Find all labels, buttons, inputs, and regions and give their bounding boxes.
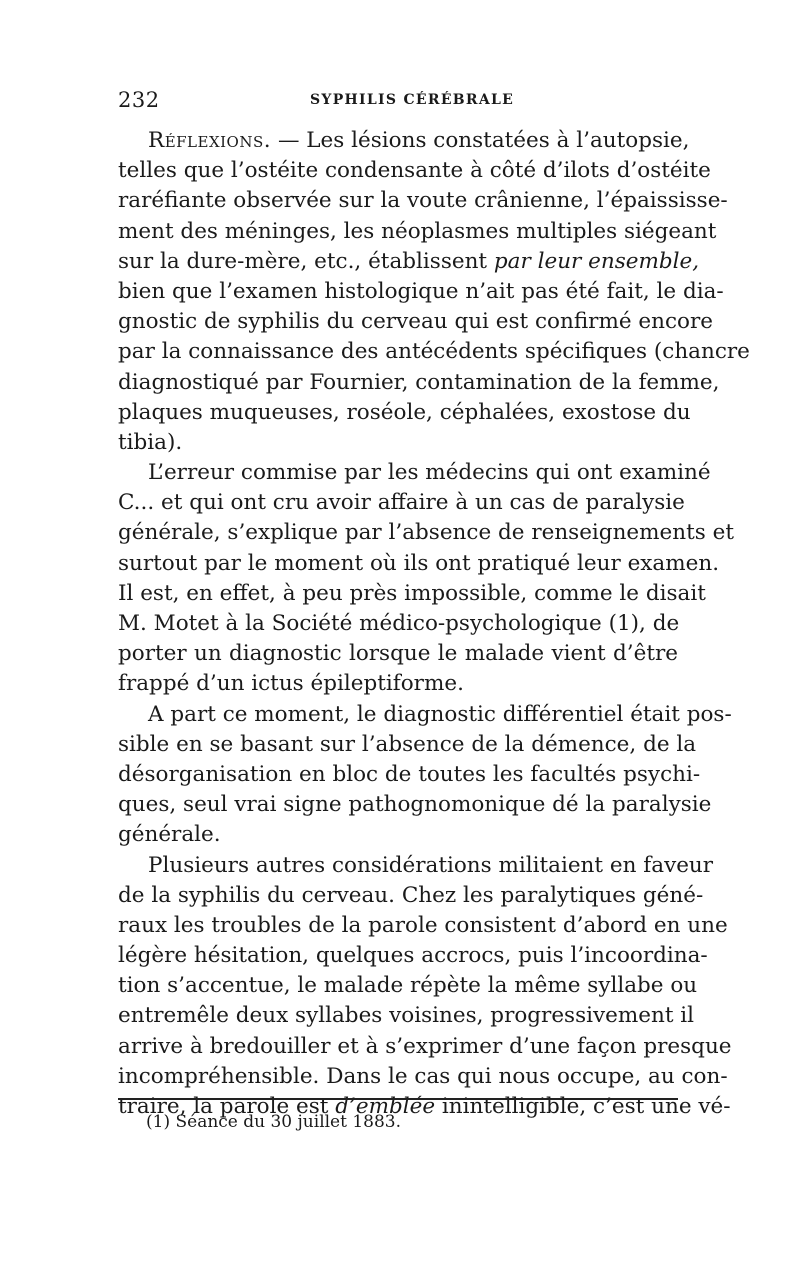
text-line: surtout par le moment où ils ont pratiqué leur examen. [118,550,720,576]
footnote: (1) Séance du 30 juillet 1883. [146,1112,402,1132]
text-line: bien que l’examen histologique n’ait pas été fait, le dia- [118,278,724,304]
text-line: L’erreur commise par les médecins qui ont examiné [148,460,711,486]
text-line: frappé d’un ictus épileptiforme. [118,671,464,697]
line-text: inintelligible, c’est une vé- [435,1094,731,1119]
footnote-rule [118,1098,678,1100]
running-head: SYPHILIS CÉRÉBRALE [310,92,515,108]
italic-phrase: d’emblée [335,1094,436,1119]
text-line: M. Motet à la Société médico-psychologique (1), de [118,611,680,636]
text-line: raréfiante observée sur la voute crânienne, l’épaississe- [118,188,728,214]
italic-phrase: par leur ensemble, [493,248,700,274]
line-text: traire, la parole est [118,1094,336,1119]
text-line: générale, s’explique par l’absence de renseignements et [118,520,734,546]
text-line [118,247,700,277]
text-line: Il est, en effet, à peu près impossible, comme le disait [118,580,706,606]
text-line: arrive à bredouiller et à s’exprimer d’une façon presque [118,1033,732,1059]
text-line: A part ce moment, le diagnostic différentiel était pos- [148,701,732,727]
text-line: telles que l’ostéite condensante à côté d’ilots d’ostéite [118,158,711,184]
text-line: tibia). [118,429,183,455]
text-line: de la syphilis du cerveau. Chez les paralytiques géné- [118,882,704,908]
body-text [118,126,750,1122]
text-line: sible en se basant sur l’absence de la démence, de la [118,731,697,757]
text-line: plaques muqueuses, roséole, céphalées, exostose du [118,399,691,425]
text-line: C... et qui ont cru avoir affaire à un cas de paralysie [118,490,685,516]
text-line: désorganisation en bloc de toutes les facultés psychi- [118,761,701,787]
page-number: 232 [118,88,160,112]
text-line: porter un diagnostic lorsque le malade vient d’être [118,641,678,667]
page-header [118,88,678,118]
line-text: — Les lésions constatées à l’autopsie, [277,128,690,153]
text-line: Plusieurs autres considérations militaient en faveur [148,852,714,878]
text-line: par la connaissance des antécédents spécifiques (chancre [118,339,750,365]
text-line: raux les troubles de la parole consistent d’abord en une [118,912,728,938]
text-line: ment des méninges, les néoplasmes multiples siégeant [118,218,717,244]
text-line: légère hésitation, quelques accrocs, puis l’incoordina- [118,943,708,969]
text-line [118,126,690,156]
text-line: générale. [118,822,221,848]
text-line: diagnostiqué par Fournier, contamination de la femme, [118,369,720,395]
text-line: ques, seul vrai signe pathognomonique dé la paralysie [118,792,712,818]
text-line: incompréhensible. Dans le cas qui nous occupe, au con- [118,1063,728,1089]
text-line: gnostic de syphilis du cerveau qui est confirmé encore [118,309,713,335]
text-line: tion s’accentue, le malade répète la même syllabe ou [118,973,698,999]
section-lead: Réflexions. [148,128,272,153]
text-line: entremêle deux syllabes voisines, progressivement il [118,1003,695,1029]
line-text: sur la dure-mère, etc., établissent [118,248,494,274]
